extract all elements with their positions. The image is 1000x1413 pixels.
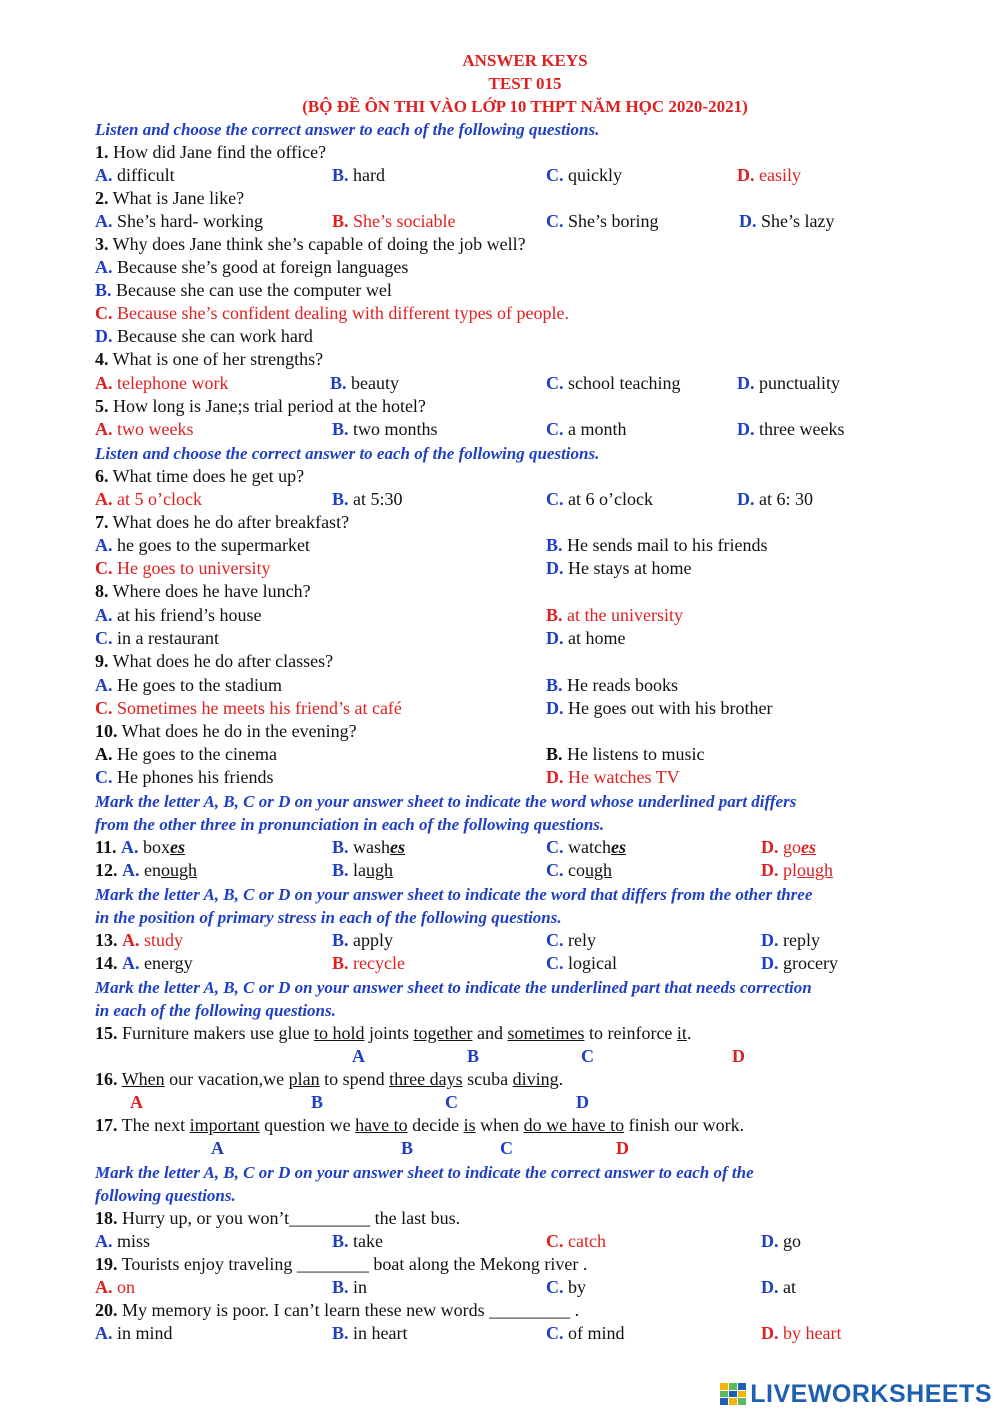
question-3: 3. Why does Jane think she’s capable of doing the job well? — [95, 234, 526, 254]
instruction-error-line-2: in each of the following questions. — [95, 1001, 336, 1020]
q16-label-b: B — [311, 1092, 324, 1112]
liveworksheets-logo-icon — [720, 1383, 746, 1405]
q5-option-a-answer: A. two weeks — [95, 419, 194, 439]
q2-option-d: D. She’s lazy — [739, 211, 835, 231]
q7-option-b: B. He sends mail to his friends — [546, 535, 768, 555]
question-1: 1. How did Jane find the office? — [95, 142, 327, 162]
q16-label-d: D — [576, 1092, 589, 1112]
q19-option-b: B. in — [332, 1277, 368, 1297]
page-subtitle: (BỘ ĐỀ ÔN THI VÀO LỚP 10 THPT NĂM HỌC 2020-2021) — [302, 97, 748, 116]
q15-label-b: B — [467, 1046, 480, 1066]
q19-option-a-answer: A. on — [95, 1277, 135, 1297]
q20-option-c: C. of mind — [546, 1323, 625, 1343]
instruction-mc-line-2: following questions. — [95, 1186, 236, 1205]
q1-option-a: A. difficult — [95, 165, 175, 185]
instruction-stress-line-1: Mark the letter A, B, C or D on your answer sheet to indicate the word that differs from the other three — [95, 885, 813, 904]
q8-option-d: D. at home — [546, 628, 626, 648]
q13-option-b: B. apply — [332, 930, 394, 950]
q12-option-c: C. cough — [546, 860, 612, 880]
q2-option-c: C. She’s boring — [546, 211, 659, 231]
q16-label-c: C — [445, 1092, 458, 1112]
instruction-listen-2: Listen and choose the correct answer to each of the following questions. — [95, 444, 600, 463]
instruction-error-line-1: Mark the letter A, B, C or D on your answer sheet to indicate the underlined part that needs correction — [95, 978, 812, 997]
q13-option-a-answer: 13. A. study — [95, 930, 184, 950]
q4-option-d: D. punctuality — [737, 373, 840, 393]
q18-option-d: D. go — [761, 1231, 801, 1251]
q18-option-c-answer: C. catch — [546, 1231, 606, 1251]
q2-option-b-answer: B. She’s sociable — [332, 211, 456, 231]
q4-option-a-answer: A. telephone work — [95, 373, 229, 393]
q9-option-a: A. He goes to the stadium — [95, 675, 282, 695]
test-number: TEST 015 — [488, 74, 562, 93]
q11-option-c: C. watches — [546, 837, 626, 857]
q3-option-a: A. Because she’s good at foreign languages — [95, 257, 409, 277]
q2-option-a: A. She’s hard- working — [95, 211, 263, 231]
q9-option-b: B. He reads books — [546, 675, 678, 695]
q4-option-c: C. school teaching — [546, 373, 681, 393]
q12-option-a: 12. A. enough — [95, 860, 197, 880]
q14-option-a: 14. A. energy — [95, 953, 193, 973]
q4-option-b: B. beauty — [330, 373, 399, 393]
q13-option-c: C. rely — [546, 930, 596, 950]
q8-option-a: A. at his friend’s house — [95, 605, 262, 625]
q14-option-b-answer: B. recycle — [332, 953, 405, 973]
instruction-stress-line-2: in the position of primary stress in each of the following questions. — [95, 908, 562, 927]
q18-option-a: A. miss — [95, 1231, 151, 1251]
instruction-pronunciation-line-1: Mark the letter A, B, C or D on your answer sheet to indicate the word whose underlined part differs — [95, 792, 797, 811]
q11-option-a: 11. A. boxes — [95, 837, 186, 857]
q5-option-d: D. three weeks — [737, 419, 845, 439]
q8-option-c: C. in a restaurant — [95, 628, 219, 648]
question-5: 5. How long is Jane;s trial period at the hotel? — [95, 396, 426, 416]
q14-option-d: D. grocery — [761, 953, 838, 973]
instruction-listen-1: Listen and choose the correct answer to each of the following questions. — [95, 120, 600, 139]
q17-label-b: B — [401, 1138, 414, 1158]
q9-option-c-answer: C. Sometimes he meets his friend’s at café — [95, 698, 402, 718]
q12-option-b: B. laugh — [332, 860, 394, 880]
q13-option-d: D. reply — [761, 930, 820, 950]
q11-option-d-answer: D. goes — [761, 837, 816, 857]
q14-option-c: C. logical — [546, 953, 617, 973]
brand-name: LIVEWORKSHEETS — [750, 1379, 992, 1408]
question-9: 9. What does he do after classes? — [95, 651, 334, 671]
q11-option-b: B. washes — [332, 837, 406, 857]
question-16: 16. When our vacation,we plan to spend three days scuba diving. — [95, 1069, 564, 1089]
question-7: 7. What does he do after breakfast? — [95, 512, 350, 532]
page-title: ANSWER KEYS — [462, 51, 588, 70]
q6-option-b: B. at 5:30 — [332, 489, 403, 509]
q8-option-b-answer: B. at the university — [546, 605, 683, 625]
q6-option-c: C. at 6 o’clock — [546, 489, 653, 509]
q1-option-c: C. quickly — [546, 165, 622, 185]
q15-label-d-answer: D — [732, 1046, 745, 1066]
question-18: 18. Hurry up, or you won’t_________ the last bus. — [95, 1208, 461, 1228]
question-19: 19. Tourists enjoy traveling ________ boat along the Mekong river . — [95, 1254, 588, 1274]
question-8: 8. Where does he have lunch? — [95, 581, 311, 601]
q1-option-d-answer: D. easily — [737, 165, 801, 185]
q19-option-d: D. at — [761, 1277, 796, 1297]
question-17: 17. The next important question we have to decide is when do we have to finish our work. — [95, 1115, 745, 1135]
q1-option-b: B. hard — [332, 165, 385, 185]
q15-label-a: A — [352, 1046, 365, 1066]
q17-label-c: C — [500, 1138, 513, 1158]
q6-option-a-answer: A. at 5 o’clock — [95, 489, 202, 509]
q20-option-b: B. in heart — [332, 1323, 408, 1343]
q3-option-c-answer: C. Because she’s confident dealing with different types of people. — [95, 303, 570, 323]
q10-option-c: C. He phones his friends — [95, 767, 274, 787]
q9-option-d: D. He goes out with his brother — [546, 698, 773, 718]
q19-option-c: C. by — [546, 1277, 586, 1297]
q16-label-a-answer: A — [130, 1092, 143, 1112]
question-20: 20. My memory is poor. I can’t learn these new words _________ . — [95, 1300, 580, 1320]
q15-label-c: C — [581, 1046, 594, 1066]
q3-option-d: D. Because she can work hard — [95, 326, 313, 346]
q10-option-a: A. He goes to the cinema — [95, 744, 277, 764]
question-10: 10. What does he do in the evening? — [95, 721, 357, 741]
q12-option-d-answer: D. plough — [761, 860, 834, 880]
q10-option-b: B. He listens to music — [546, 744, 705, 764]
q5-option-c: C. a month — [546, 419, 627, 439]
q3-option-b: B. Because she can use the computer wel — [95, 280, 392, 300]
q5-option-b: B. two months — [332, 419, 438, 439]
question-4: 4. What is one of her strengths? — [95, 349, 324, 369]
question-15: 15. Furniture makers use glue to hold joints together and sometimes to reinforce it. — [95, 1023, 692, 1043]
q10-option-d-answer: D. He watches TV — [546, 767, 680, 787]
q17-label-d-answer: D — [616, 1138, 629, 1158]
q6-option-d: D. at 6: 30 — [737, 489, 813, 509]
instruction-pronunciation-line-2: from the other three in pronunciation in each of the following questions. — [95, 815, 605, 834]
q18-option-b: B. take — [332, 1231, 383, 1251]
q7-option-c-answer: C. He goes to university — [95, 558, 271, 578]
liveworksheets-brand[interactable] — [720, 1380, 992, 1408]
question-2: 2. What is Jane like? — [95, 188, 245, 208]
q7-option-d: D. He stays at home — [546, 558, 692, 578]
q20-option-a: A. in mind — [95, 1323, 173, 1343]
q20-option-d-answer: D. by heart — [761, 1323, 842, 1343]
question-6: 6. What time does he get up? — [95, 466, 305, 486]
q7-option-a: A. he goes to the supermarket — [95, 535, 310, 555]
q17-label-a: A — [211, 1138, 224, 1158]
instruction-mc-line-1: Mark the letter A, B, C or D on your answer sheet to indicate the correct answer to each of the — [95, 1163, 754, 1182]
